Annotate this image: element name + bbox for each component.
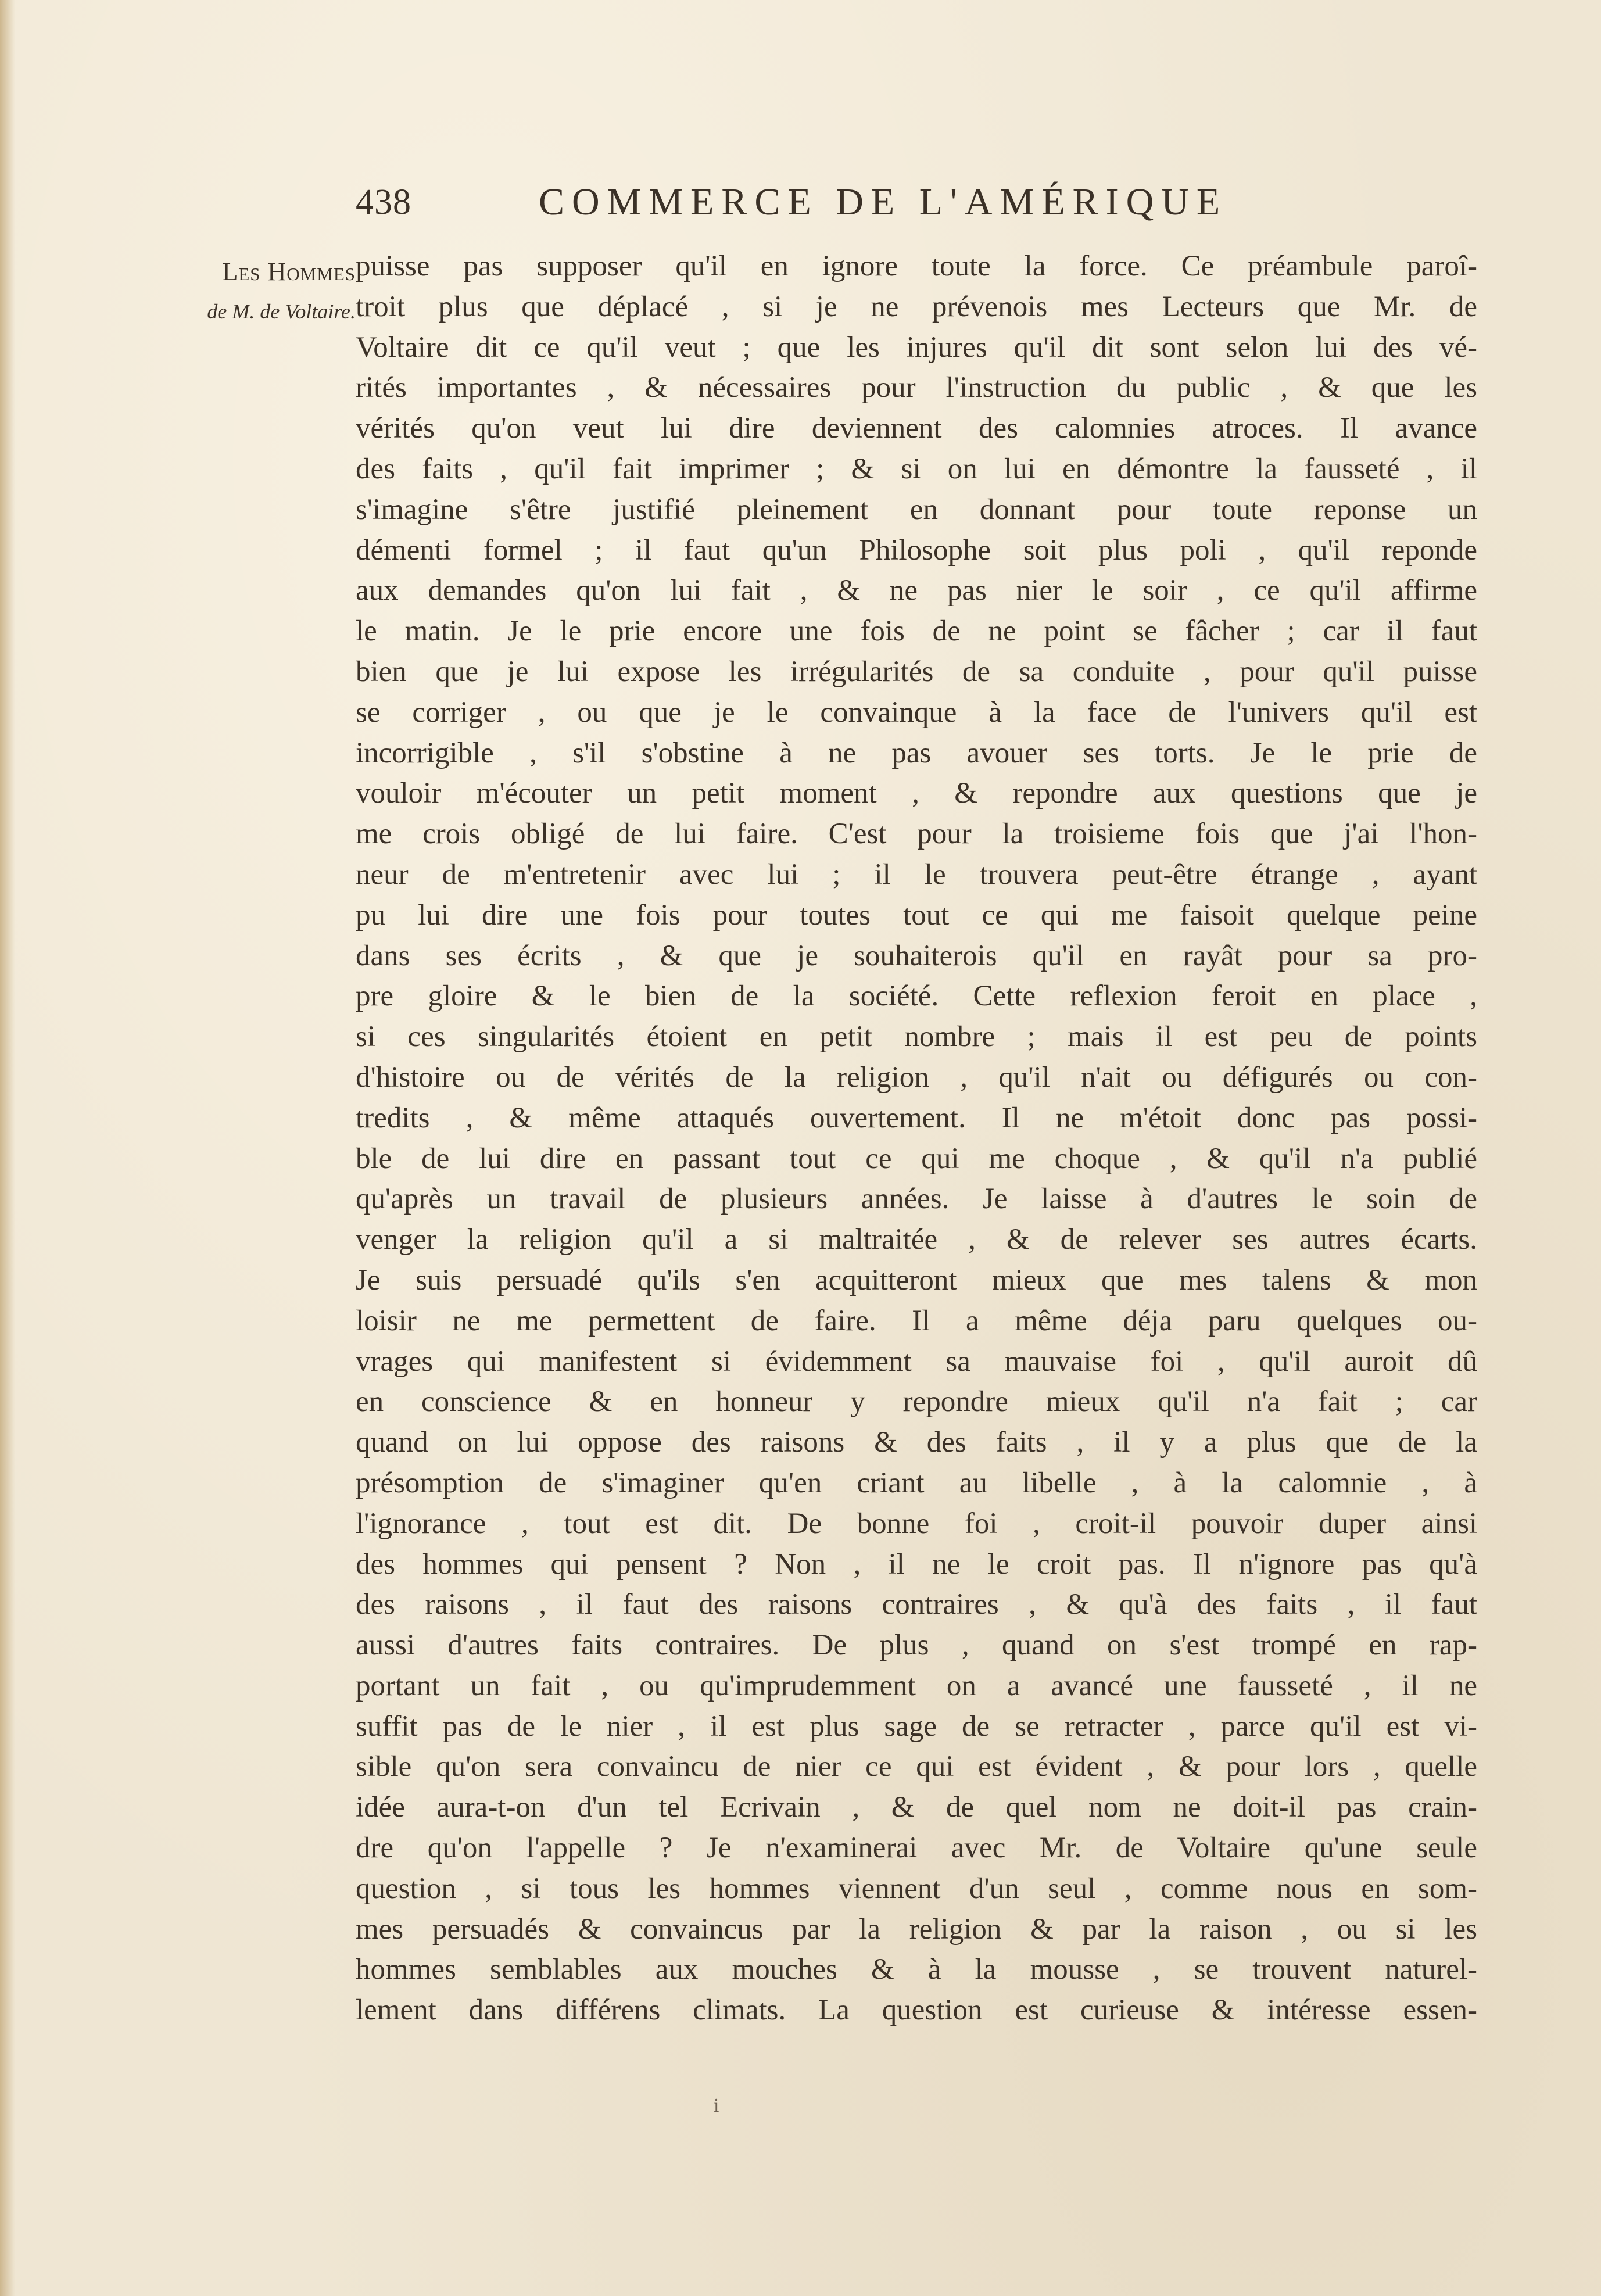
text-line: suffit pas de le nier , il est plus sage de se retracter , parce qu'il est vi- [356,1710,1477,1743]
text-line: vérités qu'on veut lui dire deviennent des calomnies atroces. Il avance [356,412,1477,445]
page-number: 438 [356,182,411,222]
text-line: pu lui dire une fois pour toutes tout ce qui me faisoit quelque peine [356,898,1477,932]
text-line: troit plus que déplacé , si je ne prévenois mes Lecteurs que Mr. de [356,290,1477,323]
text-line: Je suis persuadé qu'ils s'en acquitteront mieux que mes talens & mon [356,1263,1477,1296]
text-line: vrages qui manifestent si évidemment sa mauvaise foi , qu'il auroit dû [356,1345,1477,1378]
text-line: loisir ne me permettent de faire. Il a même déja paru quelques ou- [356,1304,1477,1337]
text-line: qu'après un travail de plusieurs années. Je laisse à d'autres le soin de [356,1183,1477,1216]
text-line: mes persuadés & convaincus par la religion & par la raison , ou si les [356,1912,1477,1946]
text-line: vouloir m'écouter un petit moment , & repondre aux questions que je [356,777,1477,810]
text-line: Voltaire dit ce qu'il veut ; que les injures qu'il dit sont selon lui des vé- [356,331,1477,364]
text-line: tredits , & même attaqués ouvertement. Il ne m'étoit donc pas possi- [356,1101,1477,1134]
text-line: question , si tous les hommes viennent d'un seul , comme nous en som- [356,1872,1477,1905]
text-line: aux demandes qu'on lui fait , & ne pas nier le soir , ce qu'il affirme [356,574,1477,607]
text-line: se corriger , ou que je le convainque à la face de l'univers qu'il est [356,696,1477,729]
text-line: des faits , qu'il fait imprimer ; & si on lui en démontre la fausseté , il [356,452,1477,485]
text-line: rités importantes , & nécessaires pour l'instruction du public , & que les [356,371,1477,404]
text-line: idée aura-t-on d'un tel Ecrivain , & de quel nom ne doit-il pas crain- [356,1791,1477,1824]
text-line: des raisons , il faut des raisons contraires , & qu'à des faits , il faut [356,1588,1477,1621]
text-line: neur de m'entretenir avec lui ; il le trouvera peut-être étrange , ayant [356,858,1477,891]
text-line: venger la religion qu'il a si maltraitée , & de relever ses autres écarts. [356,1223,1477,1256]
text-line: en conscience & en honneur y repondre mieux qu'il n'a fait ; car [356,1385,1477,1419]
text-line: sible qu'on sera convaincu de nier ce qui est évident , & pour lors , quelle [356,1750,1477,1783]
text-line: dans ses écrits , & que je souhaiterois qu'il en rayât pour sa pro- [356,939,1477,972]
text-line: portant un fait , ou qu'imprudemment on a avancé une fausseté , il ne [356,1669,1477,1702]
text-line: pre gloire & le bien de la société. Cette reflexion feroit en place , [356,980,1477,1013]
text-line: s'imagine s'être justifié pleinement en donnant pour toute reponse un [356,493,1477,526]
page-header [356,179,1477,225]
text-line: puisse pas supposer qu'il en ignore toute la force. Ce préambule paroî- [356,250,1477,282]
text-line: d'histoire ou de vérités de la religion , qu'il n'ait ou défigurés ou con- [356,1061,1477,1094]
margin-note-line: de M. de Voltaire. [207,300,356,323]
margin-note-line: Les Hommes [222,257,356,286]
text-line: hommes semblables aux mouches & à la mousse , se trouvent naturel- [356,1953,1477,1986]
text-line: bien que je lui expose les irrégularités de sa conduite , pour qu'il puisse [356,655,1477,688]
margin-note [164,253,356,331]
text-line: aussi d'autres faits contraires. De plus , quand on s'est trompé en rap- [356,1629,1477,1662]
text-line: démenti formel ; il faut qu'un Philosophe soit plus poli , qu'il reponde [356,533,1477,567]
text-line: incorrigible , s'il s'obstine à ne pas avouer ses torts. Je le prie de [356,736,1477,769]
body-text [356,246,1477,2031]
text-line: l'ignorance , tout est dit. De bonne foi , croit-il pouvoir duper ainsi [356,1507,1477,1540]
text-line: des hommes qui pensent ? Non , il ne le croit pas. Il n'ignore pas qu'à [356,1548,1477,1581]
text-line: le matin. Je le prie encore une fois de ne point se fâcher ; car il faut [356,615,1477,648]
text-line: quand on lui oppose des raisons & des faits , il y a plus que de la [356,1426,1477,1459]
text-line: si ces singularités étoient en petit nombre ; mais il est peu de points [356,1020,1477,1054]
text-line: ble de lui dire en passant tout ce qui me choque , & qu'il n'a publié [356,1142,1477,1175]
text-line: dre qu'on l'appelle ? Je n'examinerai avec Mr. de Voltaire qu'une seule [356,1832,1477,1865]
running-title: COMMERCE DE L'AMÉRIQUE [539,181,1228,223]
text-line: me crois obligé de lui faire. C'est pour la troisieme fois que j'ai l'hon- [356,818,1477,851]
text-line: lement dans différens climats. La question est curieuse & intéresse essen- [356,1994,1477,2027]
text-line: présomption de s'imaginer qu'en criant au libelle , à la calomnie , à [356,1466,1477,1499]
footer-mark: i [714,2095,719,2116]
binding-edge [0,0,15,2296]
